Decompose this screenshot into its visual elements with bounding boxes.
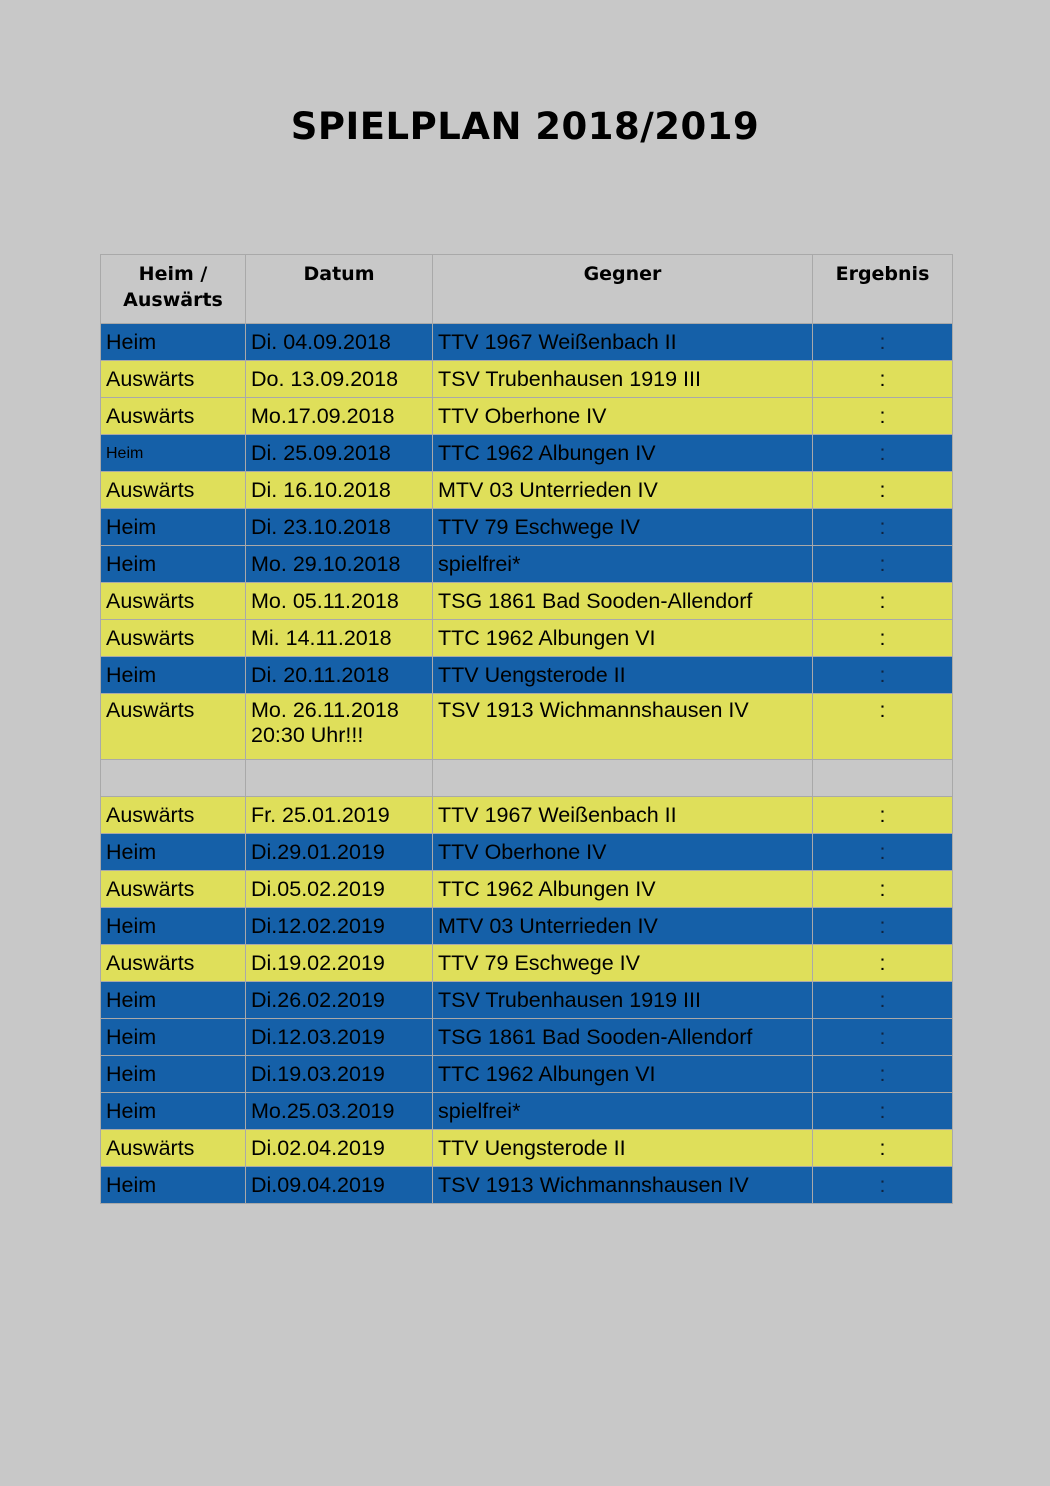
opponent-cell: TTC 1962 Albungen VI <box>433 1056 813 1093</box>
table-row <box>101 1056 953 1093</box>
date-cell: Di. 25.09.2018 <box>246 435 433 472</box>
home-away-cell: Auswärts <box>101 945 246 982</box>
home-away-cell: Auswärts <box>101 583 246 620</box>
opponent-cell: TTV Uengsterode II <box>433 657 813 694</box>
date-cell: Mo.25.03.2019 <box>246 1093 433 1130</box>
table-row <box>101 620 953 657</box>
result-cell: : <box>813 472 953 509</box>
result-cell: : <box>813 1093 953 1130</box>
date-cell: Di.12.03.2019 <box>246 1019 433 1056</box>
home-away-cell: Auswärts <box>101 361 246 398</box>
home-away-cell: Auswärts <box>101 398 246 435</box>
result-cell: : <box>813 834 953 871</box>
schedule-table <box>100 254 953 1204</box>
date-cell <box>246 694 433 760</box>
home-away-cell: Heim <box>101 1093 246 1130</box>
opponent-cell: TTC 1962 Albungen IV <box>433 871 813 908</box>
date-cell: Do. 13.09.2018 <box>246 361 433 398</box>
date-cell: Di.26.02.2019 <box>246 982 433 1019</box>
home-away-cell: Heim <box>101 1056 246 1093</box>
opponent-cell: TTV 1967 Weißenbach II <box>433 324 813 361</box>
header-result: Ergebnis <box>813 255 953 324</box>
result-cell: : <box>813 398 953 435</box>
table-row <box>101 1093 953 1130</box>
date-cell: Di. 23.10.2018 <box>246 509 433 546</box>
opponent-cell: TTV 1967 Weißenbach II <box>433 797 813 834</box>
opponent-cell: TTV 79 Eschwege IV <box>433 509 813 546</box>
opponent-cell: TSG 1861 Bad Sooden-Allendorf <box>433 583 813 620</box>
opponent-cell: spielfrei* <box>433 1093 813 1130</box>
table-row <box>101 546 953 583</box>
home-away-cell: Auswärts <box>101 797 246 834</box>
home-away-cell: Auswärts <box>101 694 246 760</box>
date-cell: Di.09.04.2019 <box>246 1167 433 1204</box>
result-cell: : <box>813 694 953 760</box>
date-text: Mo. 26.11.2018 <box>251 698 399 722</box>
home-away-cell: Heim <box>101 908 246 945</box>
opponent-cell: TSV 1913 Wichmannshausen IV <box>433 694 813 760</box>
result-cell: : <box>813 908 953 945</box>
empty-cell <box>433 760 813 797</box>
home-away-cell: Auswärts <box>101 620 246 657</box>
separator-row <box>101 760 953 797</box>
date-cell: Di.05.02.2019 <box>246 871 433 908</box>
opponent-cell: spielfrei* <box>433 546 813 583</box>
date-cell: Mi. 14.11.2018 <box>246 620 433 657</box>
empty-cell <box>246 760 433 797</box>
result-cell: : <box>813 1056 953 1093</box>
date-cell: Di.19.02.2019 <box>246 945 433 982</box>
result-cell: : <box>813 871 953 908</box>
opponent-cell: TTV Uengsterode II <box>433 1130 813 1167</box>
home-away-cell: Heim <box>101 1019 246 1056</box>
table-row <box>101 834 953 871</box>
result-cell: : <box>813 1167 953 1204</box>
result-cell: : <box>813 620 953 657</box>
result-cell: : <box>813 982 953 1019</box>
date-cell: Mo.17.09.2018 <box>246 398 433 435</box>
table-row <box>101 583 953 620</box>
opponent-cell: TTV Oberhone IV <box>433 834 813 871</box>
date-cell: Mo. 29.10.2018 <box>246 546 433 583</box>
date-cell: Di. 20.11.2018 <box>246 657 433 694</box>
home-away-cell: Heim <box>101 982 246 1019</box>
home-away-cell: Heim <box>101 324 246 361</box>
home-away-cell: Auswärts <box>101 871 246 908</box>
table-row <box>101 398 953 435</box>
opponent-cell: TSG 1861 Bad Sooden-Allendorf <box>433 1019 813 1056</box>
result-cell: : <box>813 797 953 834</box>
table-row <box>101 694 953 760</box>
date-cell: Di. 16.10.2018 <box>246 472 433 509</box>
result-cell: : <box>813 435 953 472</box>
home-away-cell: Auswärts <box>101 472 246 509</box>
table-row <box>101 1130 953 1167</box>
table-row <box>101 982 953 1019</box>
opponent-cell: MTV 03 Unterrieden IV <box>433 472 813 509</box>
home-away-cell: Heim <box>101 435 246 472</box>
opponent-cell: TSV 1913 Wichmannshausen IV <box>433 1167 813 1204</box>
table-row <box>101 509 953 546</box>
date-cell: Di. 04.09.2018 <box>246 324 433 361</box>
result-cell: : <box>813 1130 953 1167</box>
table-row <box>101 472 953 509</box>
table-row <box>101 435 953 472</box>
opponent-cell: MTV 03 Unterrieden IV <box>433 908 813 945</box>
page-title: SPIELPLAN 2018/2019 <box>290 105 760 148</box>
home-away-cell: Heim <box>101 1167 246 1204</box>
header-home-away-line1: Heim / <box>138 263 208 285</box>
header-date: Datum <box>246 255 433 324</box>
date-cell: Di.02.04.2019 <box>246 1130 433 1167</box>
result-cell: : <box>813 945 953 982</box>
header-home-away <box>101 255 246 324</box>
result-cell: : <box>813 324 953 361</box>
date-cell: Di.29.01.2019 <box>246 834 433 871</box>
table-row <box>101 324 953 361</box>
table-row <box>101 657 953 694</box>
table-row <box>101 797 953 834</box>
home-away-cell: Heim <box>101 834 246 871</box>
date-cell: Fr. 25.01.2019 <box>246 797 433 834</box>
date-cell: Di.19.03.2019 <box>246 1056 433 1093</box>
home-away-cell: Heim <box>101 546 246 583</box>
opponent-cell: TTC 1962 Albungen IV <box>433 435 813 472</box>
empty-cell <box>813 760 953 797</box>
table-row <box>101 1019 953 1056</box>
opponent-cell: TTV Oberhone IV <box>433 398 813 435</box>
table-header <box>101 255 953 324</box>
header-home-away-line2: Auswärts <box>123 289 223 311</box>
table-row <box>101 361 953 398</box>
time-note: 20:30 Uhr!!! <box>251 723 364 747</box>
result-cell: : <box>813 546 953 583</box>
result-cell: : <box>813 583 953 620</box>
date-cell: Mo. 05.11.2018 <box>246 583 433 620</box>
date-cell: Di.12.02.2019 <box>246 908 433 945</box>
table-row <box>101 871 953 908</box>
table-row <box>101 1167 953 1204</box>
table-row <box>101 945 953 982</box>
result-cell: : <box>813 657 953 694</box>
empty-cell <box>101 760 246 797</box>
header-row <box>101 255 953 324</box>
result-cell: : <box>813 509 953 546</box>
result-cell: : <box>813 361 953 398</box>
result-cell: : <box>813 1019 953 1056</box>
home-away-cell: Heim <box>101 509 246 546</box>
table-row <box>101 908 953 945</box>
opponent-cell: TSV Trubenhausen 1919 III <box>433 361 813 398</box>
opponent-cell: TTV 79 Eschwege IV <box>433 945 813 982</box>
home-away-cell: Auswärts <box>101 1130 246 1167</box>
opponent-cell: TTC 1962 Albungen VI <box>433 620 813 657</box>
table-body <box>101 324 953 1204</box>
header-opponent: Gegner <box>433 255 813 324</box>
home-away-cell: Heim <box>101 657 246 694</box>
opponent-cell: TSV Trubenhausen 1919 III <box>433 982 813 1019</box>
